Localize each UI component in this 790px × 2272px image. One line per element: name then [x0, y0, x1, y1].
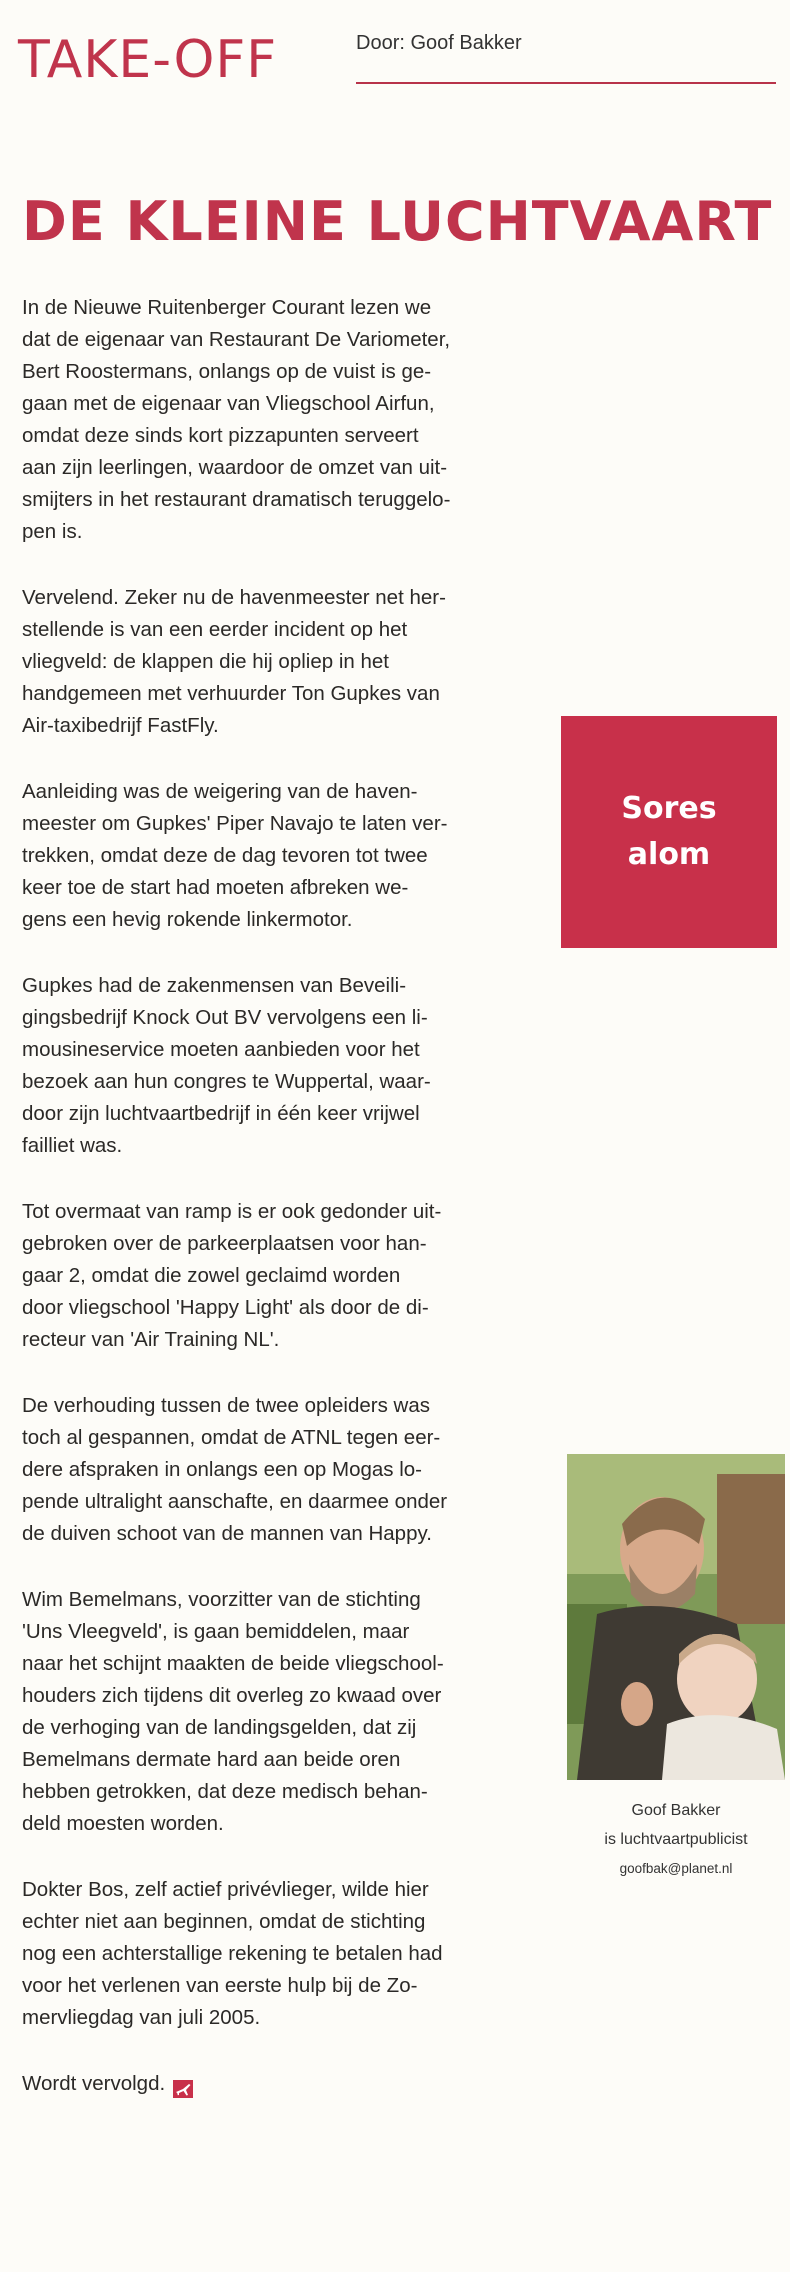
author-photo: [567, 1454, 785, 1780]
byline: Door: Goof Bakker: [356, 32, 522, 54]
article-paragraph: Dokter Bos, zelf actief privévlieger, wilde hier echter niet aan beginnen, omdat de stichting nog een achterstallige rekening te betalen had voor het verlenen van eerste hulp bij de Zo- mervliegdag van juli 2005.: [22, 1878, 443, 2029]
article-signoff: [22, 2068, 522, 2100]
author-name: Goof Bakker: [631, 1802, 721, 1819]
pullquote-box: [561, 716, 777, 948]
article-paragraph: De verhouding tussen de twee opleiders was toch al gespannen, omdat de ATNL tegen eer- dere afspraken in onlangs een op Mogas lo- pende ultralight aanschafte, en daarmee onder de duiven schoot van de mannen van Happy.: [22, 1394, 448, 1545]
article-paragraph: Wim Bemelmans, voorzitter van de stichting 'Uns Vleegveld', is gaan bemiddelen, maar naar het schijnt maakten de beide vliegschool- houders zich tijdens dit overleg zo kwaad over de verhoging van de landingsgelden, dat zij Bemelmans dermate hard aan beide oren hebben getrokken, dat deze medisch behan- deld moesten worden.: [22, 1588, 444, 1835]
article-paragraph: Gupkes had de zakenmensen van Beveili- gingsbedrijf Knock Out BV vervolgens een li- mousineservice moeten aanbieden voor het bezoek aan hun congres te Wuppertal, waar- door zijn luchtvaartbedrijf in één keer vrijwel failliet was.: [22, 974, 431, 1157]
author-email: goofbak@planet.nl: [619, 1861, 733, 1876]
article-body: [22, 292, 522, 2100]
airplane-icon: [173, 2076, 193, 2094]
page-header: [18, 30, 778, 100]
section-label: TAKE-OFF: [18, 30, 278, 90]
article-paragraph: In de Nieuwe Ruitenberger Courant lezen we dat de eigenaar van Restaurant De Variometer, Bert Roostermans, onlangs op de vuist is ge- gaan met de eigenaar van Vliegschool Airfun, omdat deze sinds kort pizzapunten serveert aan zijn leerlingen, waardoor de omzet van uit- smijters in het restaurant dramatisch teruggelo- pen is.: [22, 296, 451, 543]
article-paragraph: Vervelend. Zeker nu de havenmeester net her- stellende is van een eerder incident op het vliegveld: de klappen die hij opliep in het handgemeen met verhuurder Ton Gupkes van Air-taxibedrijf FastFly.: [22, 586, 446, 737]
signoff-text: Wordt vervolgd.: [22, 2072, 166, 2095]
byline-divider: [356, 82, 776, 84]
article-paragraph: Aanleiding was de weigering van de haven- meester om Gupkes' Piper Navajo te laten ver- trekken, omdat deze de dag tevoren tot twee keer toe de start had moeten afbreken we- gens een hevig rokende linkermotor.: [22, 780, 448, 931]
author-role: is luchtvaartpublicist: [604, 1831, 748, 1848]
article-headline: DE KLEINE LUCHTVAART: [22, 190, 773, 254]
photo-caption: [567, 1796, 785, 1883]
article-paragraph: Tot overmaat van ramp is er ook gedonder uit- gebroken over de parkeerplaatsen voor han- gaar 2, omdat die zowel geclaimd worden door vliegschool 'Happy Light' als door de di- recteur van 'Air Training NL'.: [22, 1200, 442, 1351]
pullquote-text: Sores alom: [621, 791, 717, 872]
